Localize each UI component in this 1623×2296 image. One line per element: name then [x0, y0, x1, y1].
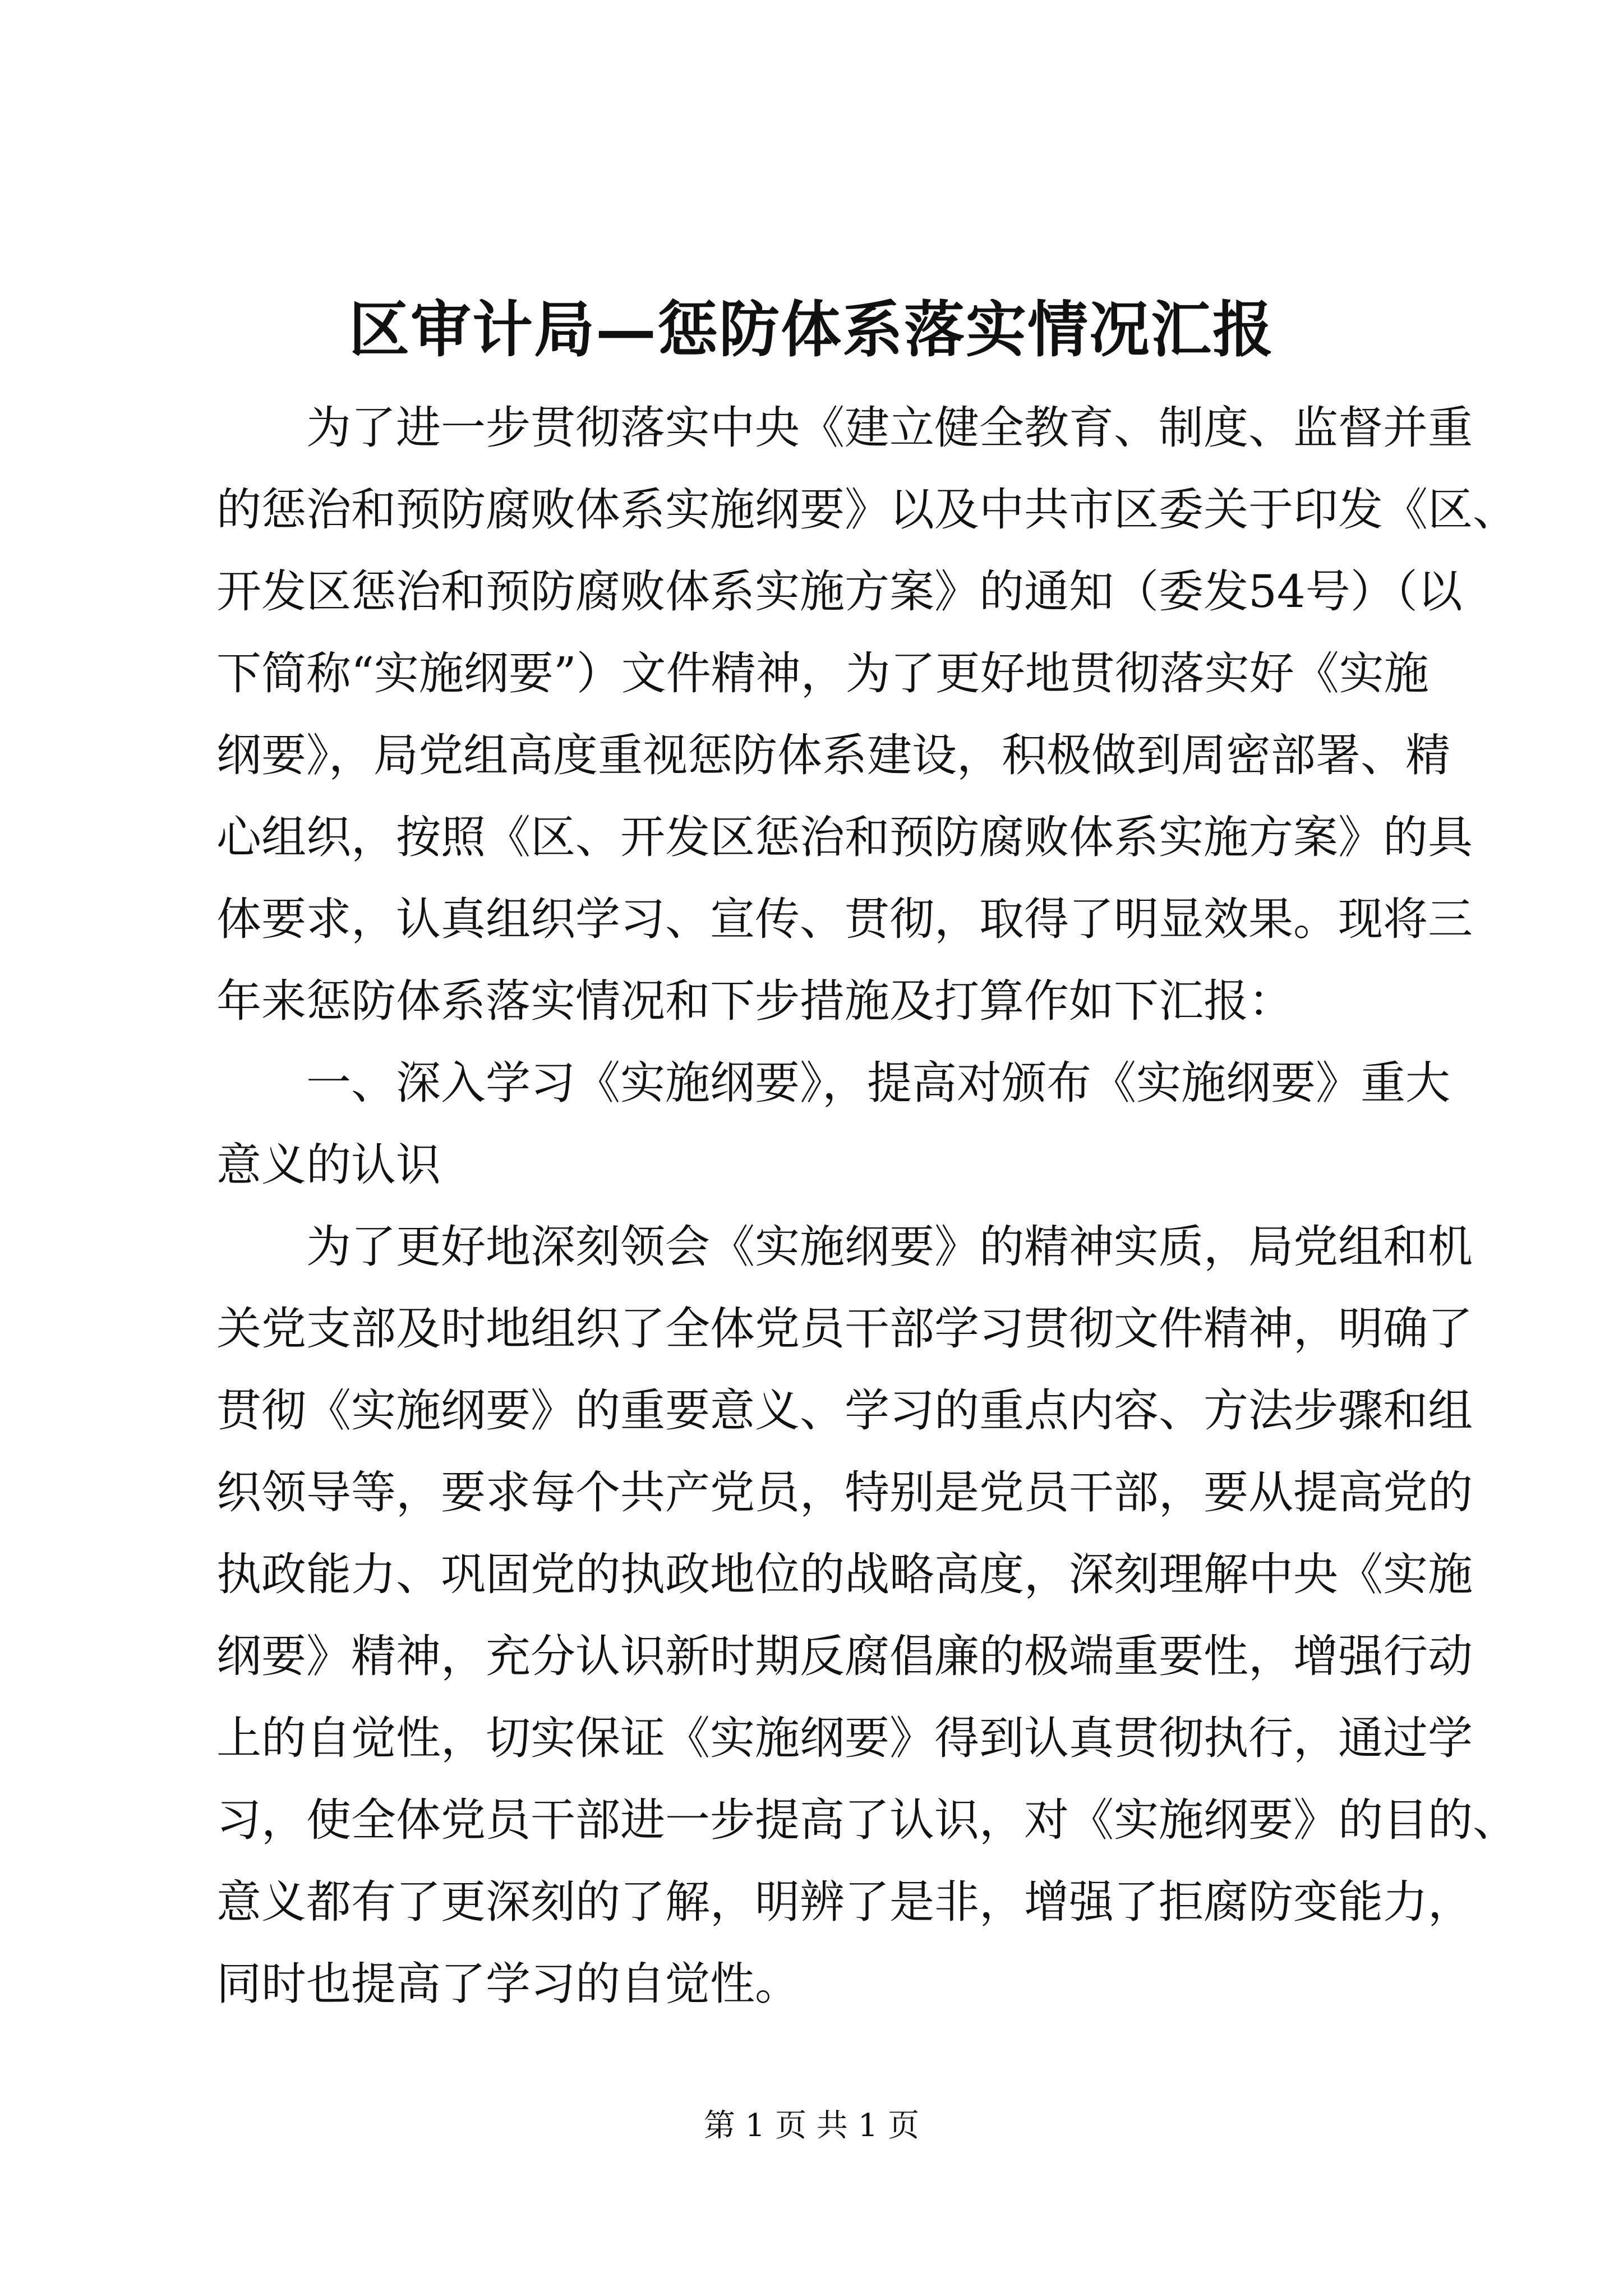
paragraph-3-line: 织领导等，要求每个共产党员，特别是党员干部，要从提高党的	[216, 1466, 1473, 1519]
paragraph-3-line: 执政能力、巩固党的执政地位的战略高度，深刻理解中央《实施	[216, 1548, 1473, 1600]
paragraph-1-line: 年来惩防体系落实情况和下步措施及打算作如下汇报：	[216, 975, 1293, 1027]
section-heading-line: 意义的认识	[216, 1139, 441, 1191]
page-footer: 第 1 页 共 1 页	[703, 2108, 920, 2144]
paragraph-3-line: 同时也提高了学习的自觉性。	[216, 1958, 800, 2010]
paragraph-1-line: 下简称“实施纲要”）文件精神，为了更好地贯彻落实好《实施	[216, 647, 1429, 700]
paragraph-3-line: 意义都有了更深刻的了解，明辨了是非，增强了拒腐防变能力，	[216, 1876, 1473, 1928]
paragraph-1-line: 的惩治和预防腐败体系实施纲要》以及中共市区委关于印发《区、	[216, 484, 1518, 536]
section-heading-line: 一、深入学习《实施纲要》，提高对颁布《实施纲要》重大	[306, 1057, 1450, 1109]
page-title: 区审计局—惩防体系落实情况汇报	[348, 295, 1274, 365]
document-body	[216, 387, 1518, 2025]
paragraph-1-line: 纲要》，局党组高度重视惩防体系建设，积极做到周密部署、精	[216, 729, 1450, 781]
paragraph-3-line: 纲要》精神，充分认识新时期反腐倡廉的极端重要性，增强行动	[216, 1630, 1473, 1682]
paragraph-1-line: 体要求，认真组织学习、宣传、贯彻，取得了明显效果。现将三	[216, 893, 1473, 945]
paragraph-1-line: 为了进一步贯彻落实中央《建立健全教育、制度、监督并重	[306, 402, 1473, 454]
paragraph-3-line: 关党支部及时地组织了全体党员干部学习贯彻文件精神，明确了	[216, 1303, 1473, 1355]
paragraph-3-line: 贯彻《实施纲要》的重要意义、学习的重点内容、方法步骤和组	[216, 1384, 1473, 1437]
paragraph-3-line: 习，使全体党员干部进一步提高了认识，对《实施纲要》的目的、	[216, 1794, 1518, 1846]
paragraph-1-line: 开发区惩治和预防腐败体系实施方案》的通知（委发54号）（以	[216, 565, 1463, 618]
paragraph-3-line: 为了更好地深刻领会《实施纲要》的精神实质，局党组和机	[306, 1221, 1473, 1273]
paragraph-3-line: 上的自觉性，切实保证《实施纲要》得到认真贯彻执行，通过学	[216, 1712, 1473, 1764]
paragraph-1-line: 心组织，按照《区、开发区惩治和预防腐败体系实施方案》的具	[216, 811, 1473, 863]
